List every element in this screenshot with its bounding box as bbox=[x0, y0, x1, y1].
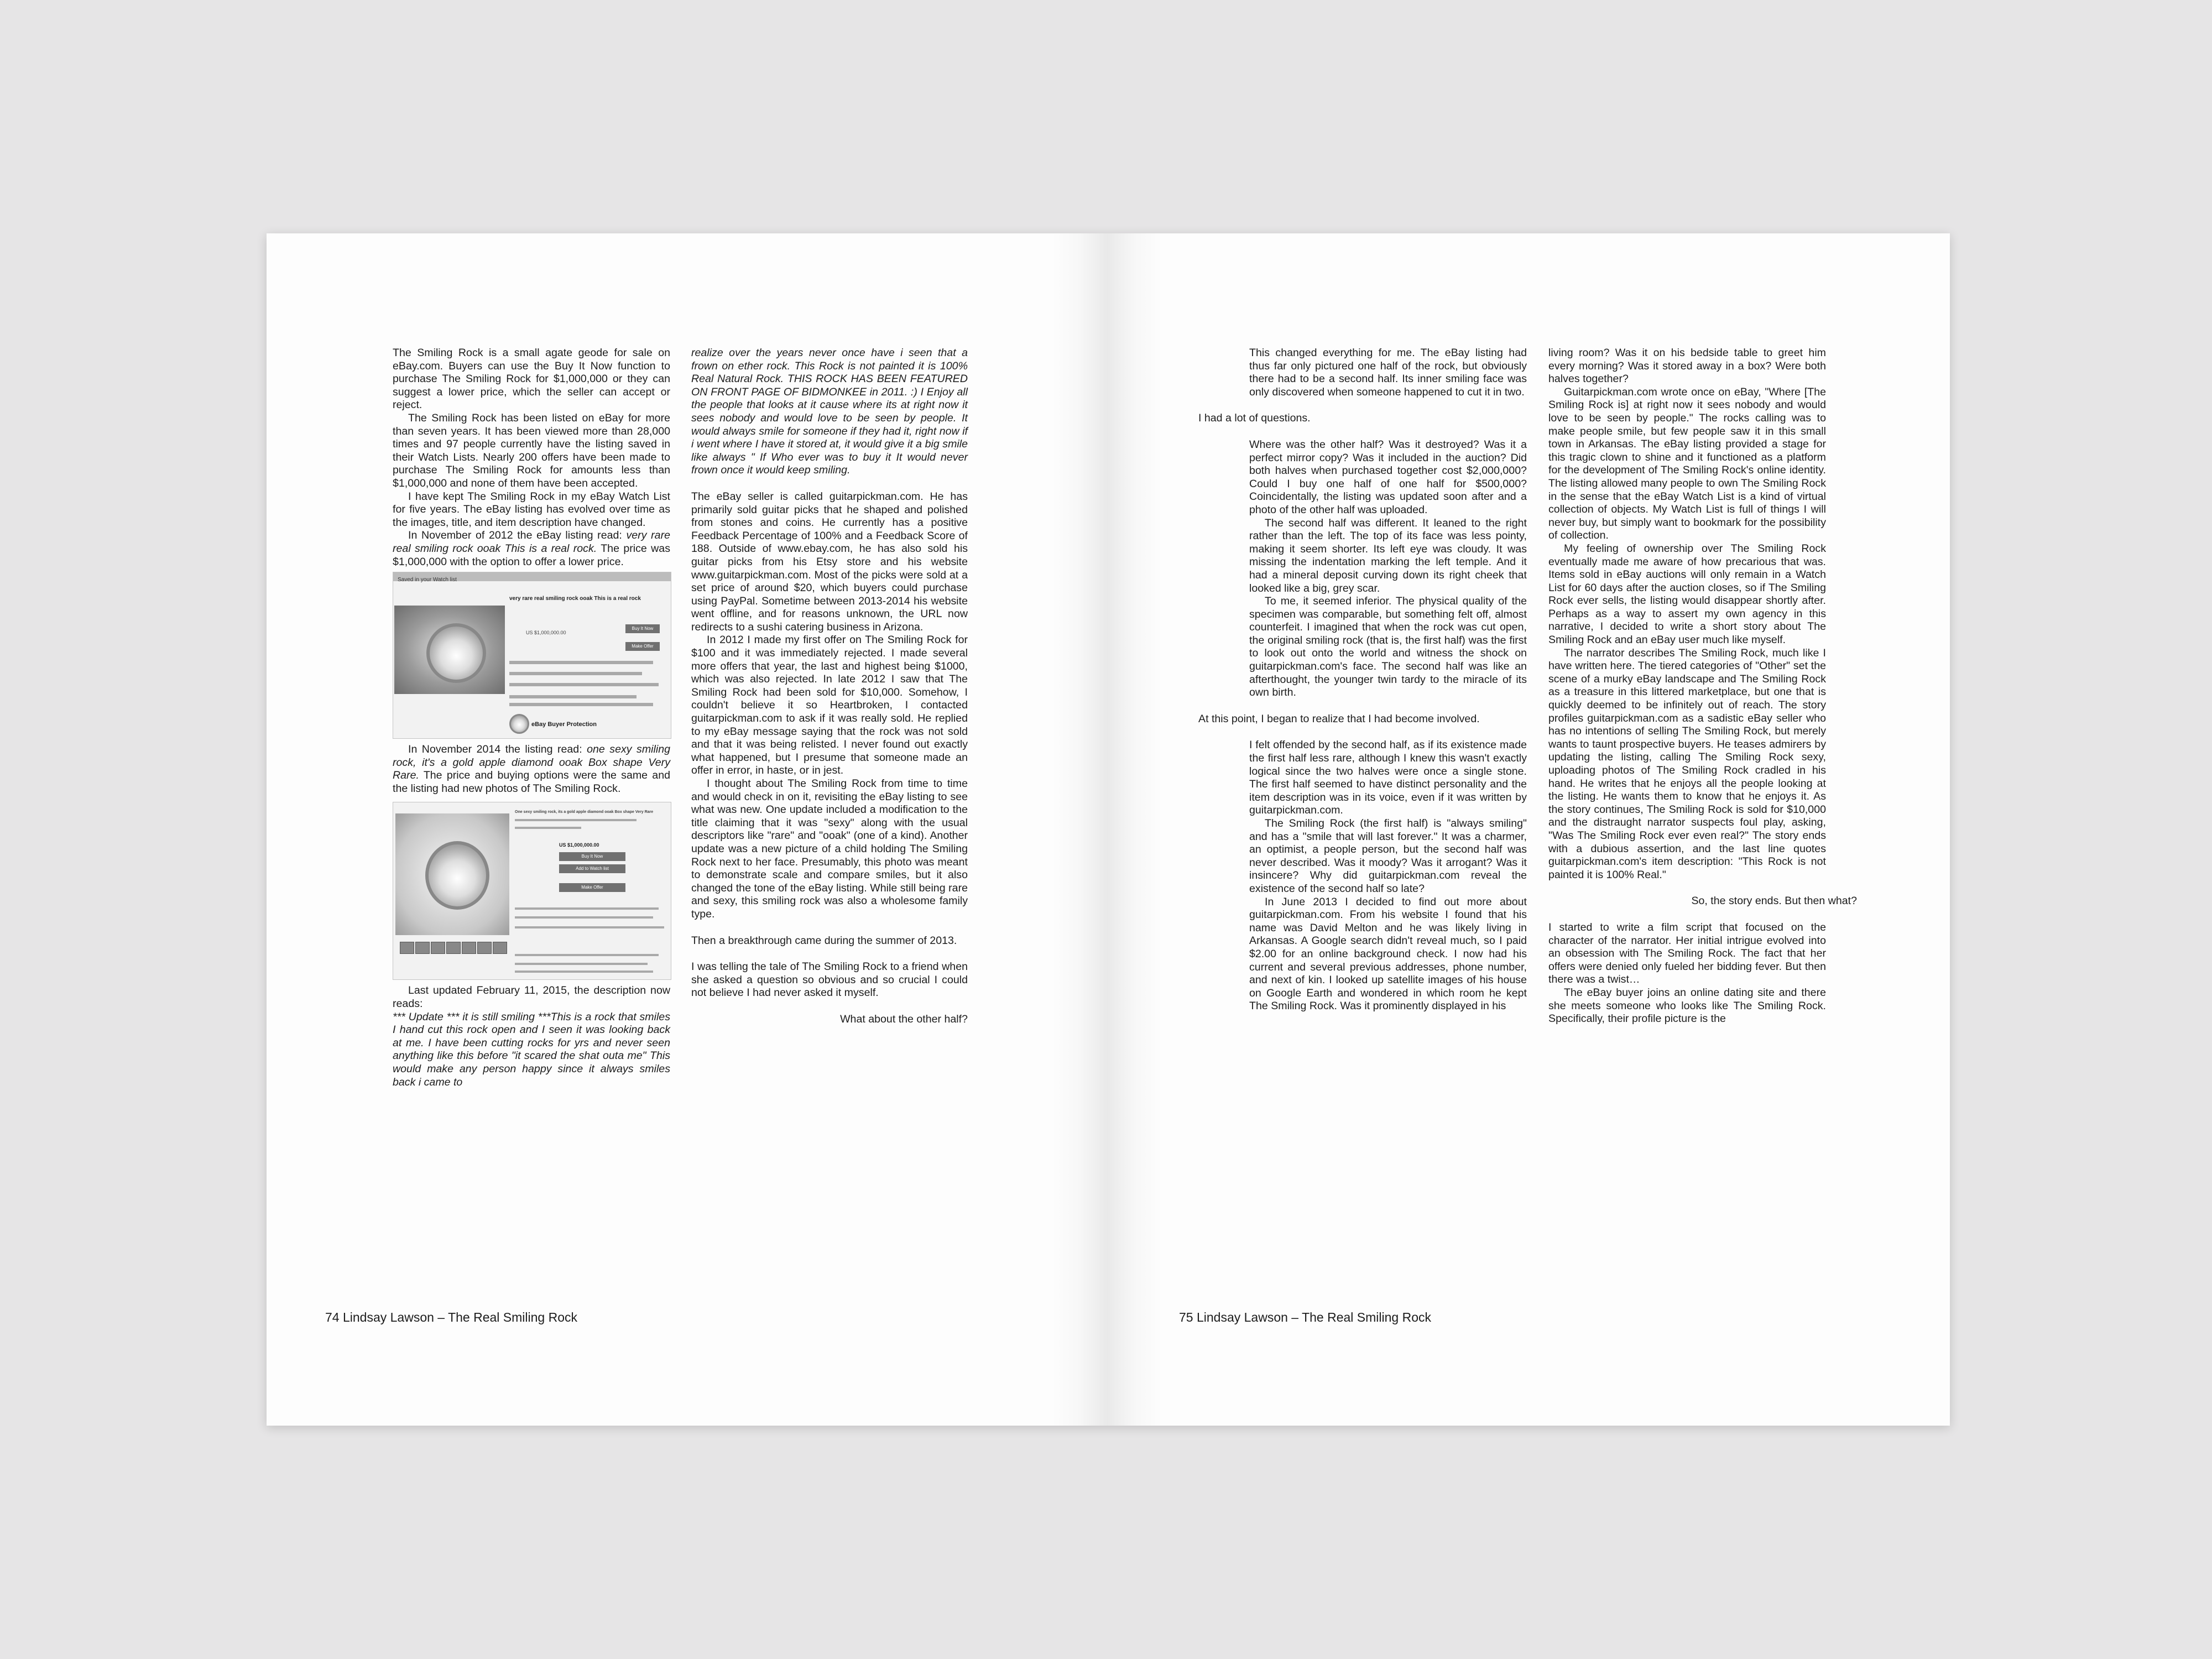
body-paragraph: I had a lot of questions. bbox=[1198, 412, 1311, 425]
body-paragraph: My feeling of ownership over The Smiling Rock eventually made me aware of how precarious that was. Items sold in eBay auctions will only remain in a Watch List for 60 days after the auction closes, so if The Smiling Rock ever sells, the listing would disappear shortly after. Perhaps as a way to assert my own agency in this narrative, I decided to write a short story about The Smiling Rock and an eBay user much like myself. bbox=[1548, 542, 1826, 646]
body-paragraph: I thought about The Smiling Rock from time to time and would check in on it, revisiting the eBay listing to see what was new. One update included a modification to the title claiming that it was "sexy" along with the usual descriptors like "rare" and "ooak" (one of a kind). Another update was a new picture of a child holding The Smiling Rock next to her face. Presumably, this photo was meant to demonstrate scale and compare smiles, but it also changed the tone of the eBay listing. While still being rare and sexy, this smiling rock was also a wholesome family type. bbox=[691, 778, 968, 920]
listing-title: One sexy smiling rock, its a gold apple diamond ooak Box shape Very Rare bbox=[515, 810, 654, 815]
left-page-footer: 74 Lindsay Lawson – The Real Smiling Rock bbox=[325, 1310, 577, 1324]
body-paragraph: living room? Was it on his bedside table to greet him every morning? Was it stored away in a box? Were both halves together? bbox=[1548, 347, 1826, 385]
detail-line bbox=[515, 926, 664, 928]
body-paragraph: Then a breakthrough came during the summer of 2013. bbox=[691, 934, 957, 947]
listing-price: US $1,000,000.00 bbox=[559, 842, 599, 848]
body-paragraph bbox=[393, 529, 670, 568]
body-paragraph: To me, it seemed inferior. The physical quality of the specimen was comparable, but something felt off, almost counterfeit. I imagined that when the rock was cut open, the original smiling rock (that is, the first half) was the first to look out onto the world and witness the shock on guitarpickman.com's face. The second half was like an afterthought, the younger twin tardy to the miracle of its own birth. bbox=[1249, 595, 1527, 699]
buy-it-now-button[interactable]: Buy It Now bbox=[559, 852, 625, 861]
listing-title: very rare real smiling rock ooak This is a real rock bbox=[509, 596, 641, 602]
thumbnail[interactable] bbox=[446, 942, 461, 954]
geode-image bbox=[426, 623, 486, 683]
left-page-column-1 bbox=[393, 347, 670, 1089]
detail-line bbox=[509, 661, 653, 664]
body-paragraph: So, the story ends. But then what? bbox=[1691, 895, 1857, 907]
body-paragraph: In June 2013 I decided to find out more about guitarpickman.com. From his website I found that his name was David Melton and he was likely living in Arkansas. A Google search didn't reveal much, so I paid $2.00 for an online background check. I now had his current and several previous addresses, phone number, and next of kin. I looked up satellite images of his house on Google Earth and wondered in which room he kept The Smiling Rock. Was it prominently displayed in his bbox=[1249, 895, 1527, 1013]
thumbnail[interactable] bbox=[462, 942, 476, 954]
body-paragraph: What about the other half? bbox=[840, 1013, 968, 1025]
body-paragraph: The second half was different. It leaned to the right rather than the left. The top of its face was less pointy, making it seem shorter. Its left eye was cloudy. It was missing the indentation marking the left temple. And it had a mineral deposit curving down its right cheek that looked like a big, grey scar. bbox=[1249, 517, 1527, 594]
detail-line bbox=[509, 672, 642, 675]
paragraph-text: The price was $1,000,000 with the option to offer a lower price. bbox=[393, 542, 670, 568]
body-paragraph: The Smiling Rock (the first half) is "always smiling" and has a "smile that will last forever." It was a charmer, an optimist, a people person, but the second half was never described. Was it moody? Was it arrogant? Was it insincere? Why did guitarpickman.com reveal the existence of the second half so late? bbox=[1249, 817, 1527, 895]
thumbnail[interactable] bbox=[415, 942, 430, 954]
detail-line bbox=[515, 907, 659, 910]
body-paragraph: I felt offended by the second half, as if its existence made the first half less rare, although I knew this wasn't exactly logical since the two halves were once a single stone. The first half seemed to have distinct personality and the item description was in its voice, even if it was written by guitarpickman.com. bbox=[1249, 739, 1527, 817]
detail-line bbox=[509, 683, 659, 686]
listing-quote: *** Update *** it is still smiling ***This is a rock that smiles I hand cut this rock open and I seen it was looking back at me. I have been cutting rocks for yrs and never seen anything like this before "it scared the shat outa me" This would make any person happy since it always smiles back i came to bbox=[393, 1010, 670, 1088]
body-paragraph: In 2012 I made my first offer on The Smiling Rock for $100 and it was immediately rejected. I made several more offers that year, the last and highest being $1000, which was also rejected. In late 2012 I saw that The Smiling Rock had been sold for $10,000. Somehow, I couldn't believe it so Heartbroken, I contacted guitarpickman.com to ask if it was really sold. He replied to my eBay message saying that the rock was not sold and that it was being relisted. I never found out exactly what happened, but I presume that someone made an offer in error, in haste, or in jest. bbox=[691, 634, 968, 777]
shield-icon bbox=[509, 714, 529, 734]
detail-line bbox=[515, 954, 659, 956]
book-spread bbox=[267, 233, 1950, 1426]
buy-it-now-button[interactable]: Buy It Now bbox=[625, 624, 660, 633]
make-offer-button[interactable]: Make Offer bbox=[625, 642, 660, 651]
listing-price: US $1,000,000.00 bbox=[526, 630, 566, 636]
body-paragraph: I started to write a film script that focused on the character of the narrator. Her initial intrigue evolved into an obsession with The Smiling Rock. The fact that her offers were denied only fueled her bidding fever. But then there was a twist… bbox=[1548, 921, 1826, 986]
body-paragraph: At this point, I began to realize that I had become involved. bbox=[1198, 712, 1480, 725]
ebay-listing-screenshot-2012 bbox=[393, 572, 671, 739]
body-paragraph: I was telling the tale of The Smiling Rock to a friend when she asked a question so obvious and so crucial I could not believe I had never asked it myself. bbox=[691, 961, 968, 999]
thumbnail[interactable] bbox=[400, 942, 414, 954]
body-paragraph: Where was the other half? Was it destroyed? Was it a perfect mirror copy? Was it included in the auction? Did both halves when purchased together cost $2,000,000? Could I buy one half of one half for $500,000? Coincidentally, the listing was updated soon after and a photo of the other half was uploaded. bbox=[1249, 438, 1527, 516]
thumbnail[interactable] bbox=[431, 942, 445, 954]
body-paragraph: The narrator describes The Smiling Rock, much like I have written here. The tiered categories of "Other" set the scene of a murky eBay landscape and The Smiling Rock as a treasure in this littered marketplace, but one that is quickly deemed to be infinitely out of reach. The story profiles guitarpickman.com as a sadistic eBay seller who has no intentions of selling The Smiling Rock, but merely wants to taunt prospective buyers. He teases admirers by updating the listing, calling The Smiling Rock sexy, uploading photos of The Smiling Rock cradled in his hand. He writes that he enjoys all the people looking at the listing. He wants them to know that he enjoys it. As the story continues, The Smiling Rock is sold for $10,000 and the distraught narrator suspects foul play, asking, "Was The Smiling Rock ever even real?" The story ends with a dubious assertion, and the last line quotes guitarpickman.com's item description: "This Rock is not painted it is 100% Real." bbox=[1548, 646, 1826, 881]
body-paragraph: Guitarpickman.com wrote once on eBay, "Where [The Smiling Rock is] at right now it sees nobody and would love to be seen by people." The rocks calling was to make people smile, but few people saw it in this small town in Arkansas. The eBay listing provided a stage for this tragic clown to shine and it functioned as a platform for the development of The Smiling Rock's online identity. The listing allowed many people to own The Smiling Rock in the sense that the eBay Watch List is a kind of virtual collection of objects. My Watch List is full of things I will never buy, but simply want to bookmark for the possibility of collection. bbox=[1548, 385, 1826, 542]
watchlist-bar bbox=[393, 572, 671, 581]
ebay-listing-screenshot-2014 bbox=[393, 802, 671, 980]
body-paragraph: The eBay seller is called guitarpickman.com. He has primarily sold guitar picks that he shaped and polished from stones and coins. He currently has a positive Feedback Percentage of 100% and a Feedback Score of 188. Outside of www.ebay.com, he has also sold his guitar picks from his Etsy store and his website www.guitarpickman.com. Most of the picks were sold at a set price of around $20, which buyers could purchase using PayPal. Sometime between 2013-2014 his website went offline, and for reasons unknown, the URL now redirects to a sushi catering business in Arizona. bbox=[691, 490, 968, 633]
detail-line bbox=[515, 971, 653, 973]
detail-line bbox=[515, 916, 653, 919]
paragraph-text: In November 2014 the listing read: bbox=[408, 743, 587, 756]
listing-quote: one sexy smiling rock, it's a gold apple diamond ooak Box shape Very Rare. bbox=[393, 743, 670, 782]
right-page-footer: 75 Lindsay Lawson – The Real Smiling Rock bbox=[1179, 1310, 1431, 1324]
thumbnail[interactable] bbox=[493, 942, 507, 954]
right-page-column-1 bbox=[1198, 347, 1527, 1013]
geode-image bbox=[425, 841, 489, 910]
add-to-watchlist-button[interactable]: Add to Watch list bbox=[559, 864, 625, 873]
body-paragraph: Last updated February 11, 2015, the description now reads: bbox=[393, 984, 670, 1010]
listing-quote: very rare real smiling rock ooak This is a real rock. bbox=[393, 529, 670, 555]
body-paragraph: The Smiling Rock is a small agate geode for sale on eBay.com. Buyers can use the Buy It Now function to purchase The Smiling Rock for $1,000,000 or they can suggest a lower price, which the seller can accept or reject. bbox=[393, 347, 670, 411]
make-offer-button[interactable]: Make Offer bbox=[559, 883, 625, 892]
body-paragraph: This changed everything for me. The eBay listing had thus far only pictured one half of the rock, but obviously there had to be a second half. Its inner smiling face was only discovered when someone happened to cut it in two. bbox=[1249, 347, 1527, 398]
detail-line bbox=[515, 963, 648, 965]
thumbnail[interactable] bbox=[477, 942, 492, 954]
body-paragraph: The Smiling Rock has been listed on eBay for more than seven years. It has been viewed more than 28,000 times and 97 people currently have the listing saved in their Watch Lists. Nearly 200 offers have been made to purchase The Smiling Rock for amounts less than $1,000,000 and none of them have been accepted. bbox=[393, 411, 670, 489]
detail-line bbox=[509, 703, 653, 706]
gutter-shadow bbox=[1052, 233, 1162, 1426]
paragraph-text: In November of 2012 the eBay listing read: bbox=[408, 529, 627, 542]
detail-line bbox=[515, 819, 637, 821]
detail-line bbox=[515, 827, 581, 829]
right-page-column-2 bbox=[1548, 347, 1857, 1026]
watchlist-label: Saved in your Watch list bbox=[398, 577, 457, 583]
buyer-protection-label: eBay Buyer Protection bbox=[531, 721, 597, 728]
paragraph-text: The price and buying options were the same and the listing had new photos of The Smiling Rock. bbox=[393, 769, 670, 795]
listing-quote: realize over the years never once have i seen that a frown on ether rock. This Rock is not painted it is 100% Real Natural Rock. THIS ROCK HAS BEEN FEATURED ON FRONT PAGE OF BIDMONKEE in 2011. :) I Enjoy all the people that looks at it cause where its at right now it sees nobody and would love to be seen by people. It would always smile for someone if they had it, right now if i went where I have it stored at, it would give it a big smile like always " If Who ever was to buy it It would never frown once it would keep smiling. bbox=[691, 347, 968, 477]
body-paragraph: The eBay buyer joins an online dating site and there she meets someone who looks like The Smiling Rock. Specifically, their profile picture is the bbox=[1548, 986, 1826, 1025]
body-paragraph bbox=[393, 743, 670, 795]
body-paragraph: I have kept The Smiling Rock in my eBay Watch List for five years. The eBay listing has evolved over time as the images, title, and item description have changed. bbox=[393, 490, 670, 529]
left-page-column-2 bbox=[691, 347, 968, 1026]
detail-line bbox=[509, 695, 637, 698]
